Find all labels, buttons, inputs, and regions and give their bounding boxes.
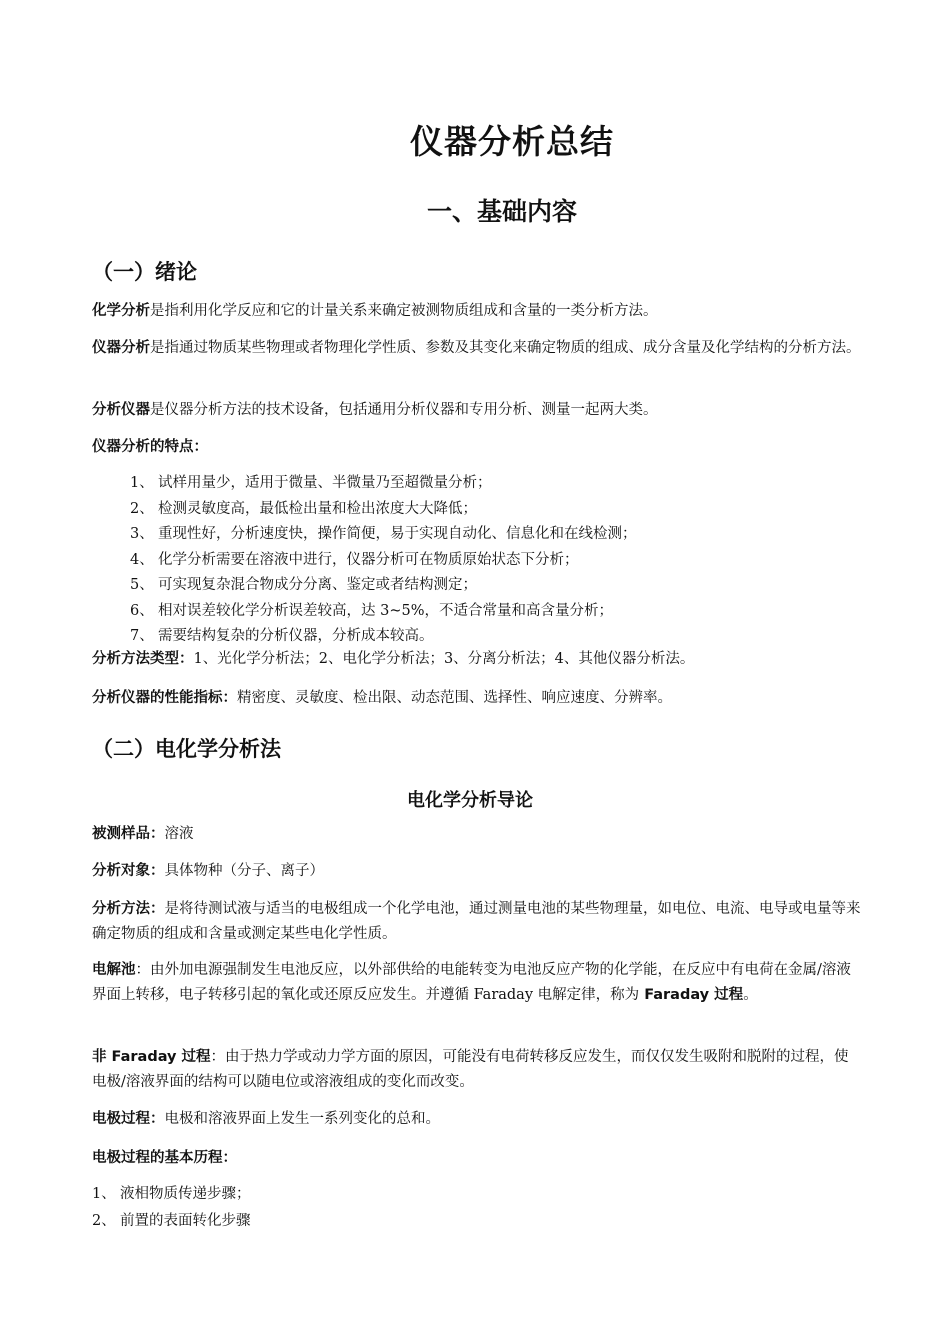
paragraph-method-types [92,647,862,672]
list-item [130,497,850,523]
term-analytical-instrument: 分析仪器 [92,402,150,418]
paragraph-chemical-analysis [92,299,862,324]
list-text: 需要结构复杂的分析仪器，分析成本较高。 [158,628,434,644]
list-text: 重现性好，分析速度快，操作简便，易于实现自动化、信息化和在线检测； [158,526,637,542]
steps-heading [92,1146,862,1171]
paragraph-analysis-method [92,897,862,947]
definition-text: 具体物种（分子、离子） [164,863,324,879]
list-item [130,624,850,650]
paragraph-electrode-process [92,1107,862,1132]
list-item [130,573,850,599]
list-number: 3、 [130,526,154,542]
section-heading-basics: 一、基础内容 [427,197,578,226]
list-number: 1、 [92,1186,116,1202]
definition-text: 1、光化学分析法；2、电化学分析法；3、分离分析法；4、其他仪器分析法。 [193,651,695,667]
term-chemical-analysis: 化学分析 [92,303,150,319]
paragraph-analytical-instrument [92,398,862,423]
features-heading-text: 仪器分析的特点： [92,439,208,455]
list-number: 1、 [130,475,154,491]
definition-text: 精密度、灵敏度、检出限、动态范围、选择性、响应速度、分辨率。 [237,690,672,706]
definition-text: 是将待测试液与适当的电极组成一个化学电池，通过测量电池的某些物理量，如电位、电流、电导或电量等来确定物质的组成和含量或测定某些电化学性质。 [92,901,861,942]
paragraph-performance-indicators [92,686,862,711]
list-number: 6、 [130,602,154,619]
definition-text: ：由外加电源强制发生电池反应，以外部供给的电能转变为电池反应产物的化学能，在反应中有电荷在金属/溶液界面上转移，电子转移引起的氧化或还原反应发生。并遵循 Faraday 电解定律，称为 [92,962,851,1003]
list-text: 前置的表面转化步骤 [120,1213,251,1229]
term-non-faraday: 非 Faraday 过程 [92,1049,211,1065]
subsection-heading-electrochemistry: （二）电化学分析法 [92,737,281,761]
definition-text: 是指通过物质某些物理或者物理化学性质、参数及其变化来确定物质的组成、成分含量及化学结构的分析方法。 [150,340,861,356]
definition-text: 是仪器分析方法的技术设备，包括通用分析仪器和专用分析、测量一起两大类。 [150,402,658,418]
paragraph-electrolysis [92,958,862,1008]
list-item [130,599,850,625]
list-item [130,522,850,548]
list-number: 5、 [130,577,154,593]
definition-text: 电极和溶液界面上发生一系列变化的总和。 [164,1111,440,1127]
list-number: 2、 [130,500,154,517]
features-list [130,471,850,650]
definition-text: 溶液 [164,826,194,842]
steps-heading-text: 电极过程的基本历程： [92,1150,237,1166]
term-analysis-object: 分析对象： [92,863,165,879]
features-heading [92,435,862,460]
list-text: 检测灵敏度高，最低检出量和检出浓度大大降低； [158,500,477,517]
list-text: 液相物质传递步骤； [120,1186,251,1202]
paragraph-analysis-object [92,859,862,884]
list-item [130,548,850,574]
list-text: 可实现复杂混合物成分分离、鉴定或者结构测定； [158,577,477,593]
term-method-types: 分析方法类型： [92,651,194,667]
term-faraday-process: Faraday 过程 [639,987,744,1003]
list-item [92,1209,812,1234]
list-item [130,471,850,497]
list-number: 2、 [92,1213,116,1229]
list-text: 试样用量少，适用于微量、半微量乃至超微量分析； [158,475,492,491]
term-sample: 被测样品： [92,826,165,842]
definition-tail: 。 [743,987,758,1003]
term-analysis-method: 分析方法： [92,901,165,917]
definition-text: 是指利用化学反应和它的计量关系来确定被测物质组成和含量的一类分析方法。 [150,303,658,319]
list-item [92,1179,812,1209]
term-electrode-process: 电极过程： [92,1111,165,1127]
list-number: 4、 [130,551,154,568]
list-number: 7、 [130,628,154,644]
paragraph-instrumental-analysis [92,336,862,361]
section-title-electrochem-intro: 电化学分析导论 [407,790,533,811]
paragraph-non-faraday [92,1045,862,1095]
term-electrolysis: 电解池 [92,962,136,978]
paragraph-sample [92,822,862,847]
list-text: 相对误差较化学分析误差较高，达 3~5%，不适合常量和高含量分析； [158,602,613,619]
term-instrumental-analysis: 仪器分析 [92,340,150,356]
steps-list [92,1179,812,1234]
subsection-heading-intro: （一）绪论 [92,260,197,284]
list-text: 化学分析需要在溶液中进行，仪器分析可在物质原始状态下分析； [158,551,579,568]
term-performance-indicators: 分析仪器的性能指标： [92,690,237,706]
document-title: 仪器分析总结 [410,122,614,161]
definition-text: ：由于热力学或动力学方面的原因，可能没有电荷转移反应发生，而仅仅发生吸附和脱附的过程，使电极/溶液界面的结构可以随电位或溶液组成的变化而改变。 [92,1049,849,1090]
